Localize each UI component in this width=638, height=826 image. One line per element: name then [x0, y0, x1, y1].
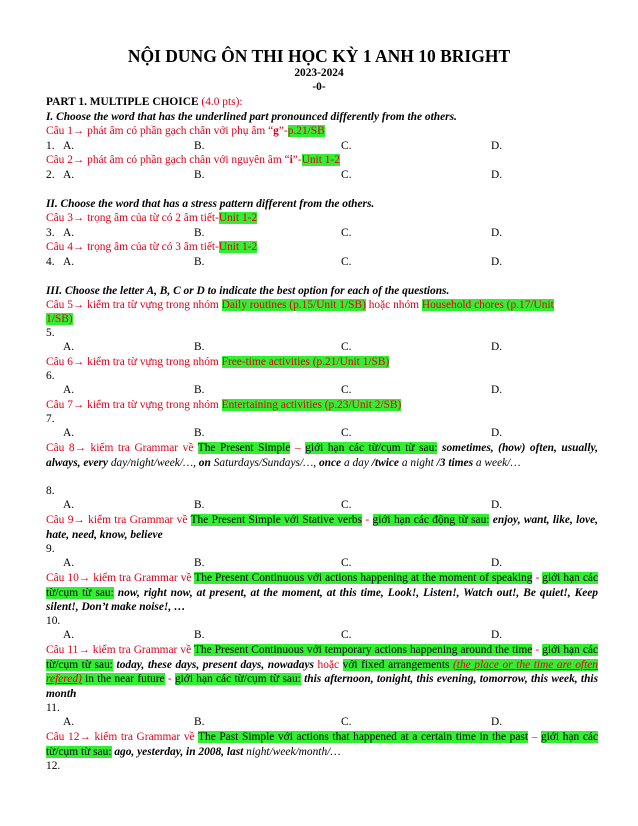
q2-sound: i	[289, 154, 293, 166]
option-d: D.	[491, 341, 503, 353]
q4-note: Câu 4→ trọng âm của từ có 3 âm tiết-Unit 1-2	[46, 241, 258, 253]
q11-label: Câu 11	[46, 644, 79, 656]
page-title: NỘI DUNG ÔN THI HỌC KỲ 1 ANH 10 BRIGHT	[127, 46, 511, 66]
option-c: C.	[341, 427, 352, 439]
section-1-instruction: I. Choose the word that has the underlined part pronounced differently from the others.	[46, 111, 457, 123]
arrow-icon: →	[72, 154, 85, 166]
question-4-options	[46, 255, 598, 269]
option-a: A.	[63, 557, 75, 569]
option-a: A.	[63, 427, 75, 439]
q12-note: Câu 12→ kiểm tra Grammar về The Past Simple với actions that happened at a certain time in the past – giới hạn các từ/cụm từ sau: ago, yesterday, in 2008, last night/week/month/…	[46, 731, 599, 758]
q5-note: Câu 5→ kiểm tra từ vựng trong nhóm Daily routines (p.15/Unit 1/SB) hoặc nhóm Household chores (p.17/Unit	[46, 299, 554, 311]
arrow-icon: →	[72, 299, 85, 311]
option-b: B.	[194, 256, 205, 268]
option-b: B.	[194, 227, 205, 239]
q2-label: Câu 2	[46, 154, 73, 166]
option-a: A.	[63, 140, 75, 152]
option-b: B.	[194, 140, 205, 152]
option-c: C.	[341, 499, 352, 511]
question-number: 7.	[46, 413, 55, 425]
option-b: B.	[194, 716, 205, 728]
q6-label: Câu 6	[46, 356, 73, 368]
option-c: C.	[341, 629, 352, 641]
question-5-options	[46, 340, 598, 354]
arrow-icon: →	[78, 644, 90, 656]
option-c: C.	[341, 256, 352, 268]
option-c: C.	[341, 227, 352, 239]
school-year: 2023-2024	[294, 67, 344, 79]
q3-note: Câu 3→ trọng âm của từ có 2 âm tiết-Unit 1-2	[46, 212, 258, 224]
q11-note: Câu 11→ kiểm tra Grammar về The Present Continuous với temporary actions happening around the time - giới hạn các từ/cụm từ sau: today, these days, present days, nowadays hoặc với fixed arrangements (the place or the time are often refered) in the near future - giới hạn các từ/cụm từ sau: this afternoon, tonight, this evening, tomorrow, this week, this month	[46, 644, 599, 700]
question-1-options	[46, 139, 598, 153]
q1-label: Câu 1	[46, 125, 73, 137]
q12-label: Câu 12	[46, 731, 80, 743]
q5-label: Câu 5	[46, 299, 73, 311]
question-number: 11.	[46, 702, 60, 714]
question-number: 8.	[46, 485, 55, 497]
option-c: C.	[341, 140, 352, 152]
q4-label: Câu 4	[46, 241, 73, 253]
question-number: 9.	[46, 543, 55, 555]
q9-note: Câu 9→ kiểm tra Grammar về The Present Simple với Stative verbs - giới hạn các động từ sau: enjoy, want, like, love, hate, need, know, believe	[46, 514, 598, 541]
option-d: D.	[491, 557, 503, 569]
option-c: C.	[341, 384, 352, 396]
option-d: D.	[491, 384, 503, 396]
arrow-icon: →	[78, 572, 91, 584]
question-number: 5.	[46, 327, 55, 339]
part1-points: (4.0 pts):	[201, 96, 243, 108]
option-a: A.	[63, 629, 75, 641]
section-mark: -0-	[312, 81, 326, 93]
q3-label: Câu 3	[46, 212, 73, 224]
q3-ref: Unit 1-2	[218, 212, 258, 224]
option-b: B.	[194, 341, 205, 353]
arrow-icon: →	[72, 241, 85, 253]
option-d: D.	[491, 256, 503, 268]
option-d: D.	[491, 427, 503, 439]
q6-note: Câu 6→ kiểm tra từ vựng trong nhóm Free-time activities (p.21/Unit 1/SB)	[46, 356, 390, 368]
option-b: B.	[194, 499, 205, 511]
question-number: 10.	[46, 615, 61, 627]
option-b: B.	[194, 427, 205, 439]
q8-label: Câu 8	[46, 442, 75, 454]
question-number: 12.	[46, 760, 61, 772]
option-c: C.	[341, 716, 352, 728]
question-7-options	[46, 426, 598, 440]
question-3-options	[46, 226, 598, 240]
q7-label: Câu 7	[46, 399, 73, 411]
q1-ref: p.21/SB	[287, 125, 325, 137]
option-b: B.	[194, 557, 205, 569]
question-number: 1.	[46, 140, 55, 152]
option-c: C.	[341, 557, 352, 569]
option-b: B.	[194, 384, 205, 396]
question-number: 4.	[46, 256, 55, 268]
q10-note: Câu 10→ kiểm tra Grammar về The Present Continuous với actions happening at the moment of speaking - giới hạn các từ/cụm từ sau: now, right now, at present, at the moment, at this time, Look!, Listen!, Watch out!, Be quiet!, Keep silent!, Don’t make noise!, …	[46, 572, 599, 613]
q7-note: Câu 7→ kiểm tra từ vựng trong nhóm Entertaining activities (p.23/Unit 2/SB)	[46, 399, 402, 411]
option-d: D.	[491, 227, 503, 239]
q8-note: Câu 8→ kiểm tra Grammar về The Present Simple – giới hạn các từ/cụm từ sau: sometimes, (how) often, usually, always, every day/night/week/…, on Saturdays/Sundays/…, once a day /twice a night /3 times a week/…	[46, 442, 598, 469]
q9-label: Câu 9	[46, 514, 74, 526]
question-6-options	[46, 383, 598, 397]
q4-ref: Unit 1-2	[218, 241, 258, 253]
option-a: A.	[63, 341, 75, 353]
arrow-icon: →	[72, 399, 85, 411]
question-number: 3.	[46, 227, 55, 239]
question-10-options	[46, 628, 598, 642]
question-2-options	[46, 168, 598, 182]
part1-heading	[46, 95, 598, 110]
option-d: D.	[491, 169, 503, 181]
question-number: 2.	[46, 169, 55, 181]
q2-note: Câu 2→ phát âm có phần gạch chân với nguyên âm “i”-Unit 1-2	[46, 154, 340, 166]
option-d: D.	[491, 629, 503, 641]
option-a: A.	[63, 384, 75, 396]
question-11-options	[46, 715, 598, 729]
part1-label: PART 1. MULTIPLE CHOICE	[46, 96, 199, 108]
arrow-icon: →	[74, 442, 86, 454]
option-c: C.	[341, 341, 352, 353]
arrow-icon: →	[72, 356, 85, 368]
option-b: B.	[194, 169, 205, 181]
arrow-icon: →	[73, 514, 85, 526]
option-a: A.	[63, 499, 75, 511]
q5-note-cont: 1/SB)	[46, 313, 73, 325]
option-a: A.	[63, 256, 75, 268]
q10-label: Câu 10	[46, 572, 79, 584]
option-d: D.	[491, 499, 503, 511]
option-d: D.	[491, 716, 503, 728]
question-8-options	[46, 498, 598, 512]
question-9-options	[46, 556, 598, 570]
arrow-icon: →	[79, 731, 91, 743]
section-2-instruction: II. Choose the word that has a stress pattern different from the others.	[46, 198, 375, 210]
question-number: 6.	[46, 370, 55, 382]
q1-note: Câu 1→ phát âm có phần gạch chân với phụ âm “g”-p.21/SB	[46, 125, 325, 137]
option-a: A.	[63, 169, 75, 181]
option-c: C.	[341, 169, 352, 181]
section-3-instruction: III. Choose the letter A, B, C or D to indicate the best option for each of the questions.	[46, 285, 450, 297]
option-a: A.	[63, 716, 75, 728]
arrow-icon: →	[72, 125, 85, 137]
option-d: D.	[491, 140, 503, 152]
q2-ref: Unit 1-2	[301, 154, 340, 166]
arrow-icon: →	[72, 212, 85, 224]
q1-sound: g	[273, 125, 279, 137]
option-b: B.	[194, 629, 205, 641]
option-a: A.	[63, 227, 75, 239]
